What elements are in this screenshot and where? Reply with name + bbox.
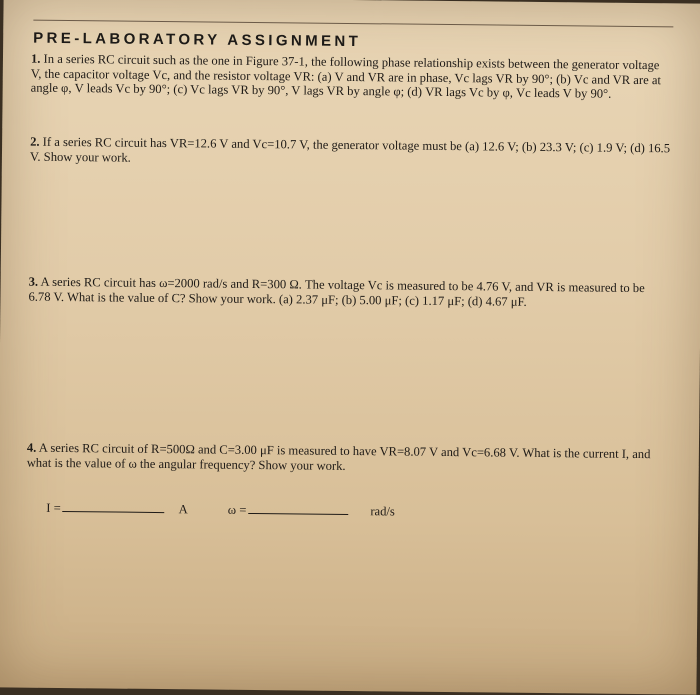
- question-number: 2.: [30, 134, 40, 149]
- answer-fields: [46, 501, 395, 520]
- page-title: PRE-LABORATORY ASSIGNMENT: [33, 29, 362, 51]
- question-text: A series RC circuit has ω=2000 rad/s and R=300 Ω. The voltage Vc is measured to be 4.76 V, and VR is measured to be 6.78 V. What is the value of C? Show your work. (a) 2.37 μF; (b) 5.00 μF; (c) 1.17 μF; (d) 4.67 μF.: [28, 274, 645, 309]
- omega-answer-blank[interactable]: [248, 513, 348, 515]
- question-text: A series RC circuit of R=500Ω and C=3.00 μF is measured to have VR=8.07 V and Vc=6.68 V. What is the current I, and what is the value of ω the angular frequency? Show your work.: [26, 440, 651, 473]
- question-2: [30, 135, 670, 171]
- question-3: [28, 275, 668, 311]
- omega-unit: rad/s: [370, 504, 395, 519]
- current-answer-blank[interactable]: [63, 511, 165, 513]
- question-number: 1.: [30, 51, 41, 66]
- question-text: If a series RC circuit has VR=12.6 V and Vc=10.7 V, the generator voltage must be (a) 12.6 V; (b) 23.3 V; (c) 1.9 V; (d) 16.5 V. Show your work.: [29, 134, 671, 165]
- question-number: 4.: [26, 440, 37, 455]
- question-4: [27, 441, 667, 477]
- question-number: 3.: [28, 274, 39, 289]
- question-text: In a series RC circuit such as the one in Figure 37-1, the following phase relationship exists between the generator voltage V, the capacitor voltage Vc, and the resistor voltage VR: (a) V and VR are in phase, Vc lags VR by 90°; (b) Vc and VR are at angle φ, V leads Vc by 90°; (c) Vc lags VR by 90°, V lags VR by angle φ; (d) VR lags Vc by φ, Vc leads V by 90°.: [30, 51, 662, 101]
- current-unit: A: [178, 502, 188, 517]
- question-1: [31, 52, 671, 102]
- omega-label: ω =: [227, 502, 247, 517]
- current-label: I =: [46, 500, 61, 515]
- top-rule: [33, 20, 673, 28]
